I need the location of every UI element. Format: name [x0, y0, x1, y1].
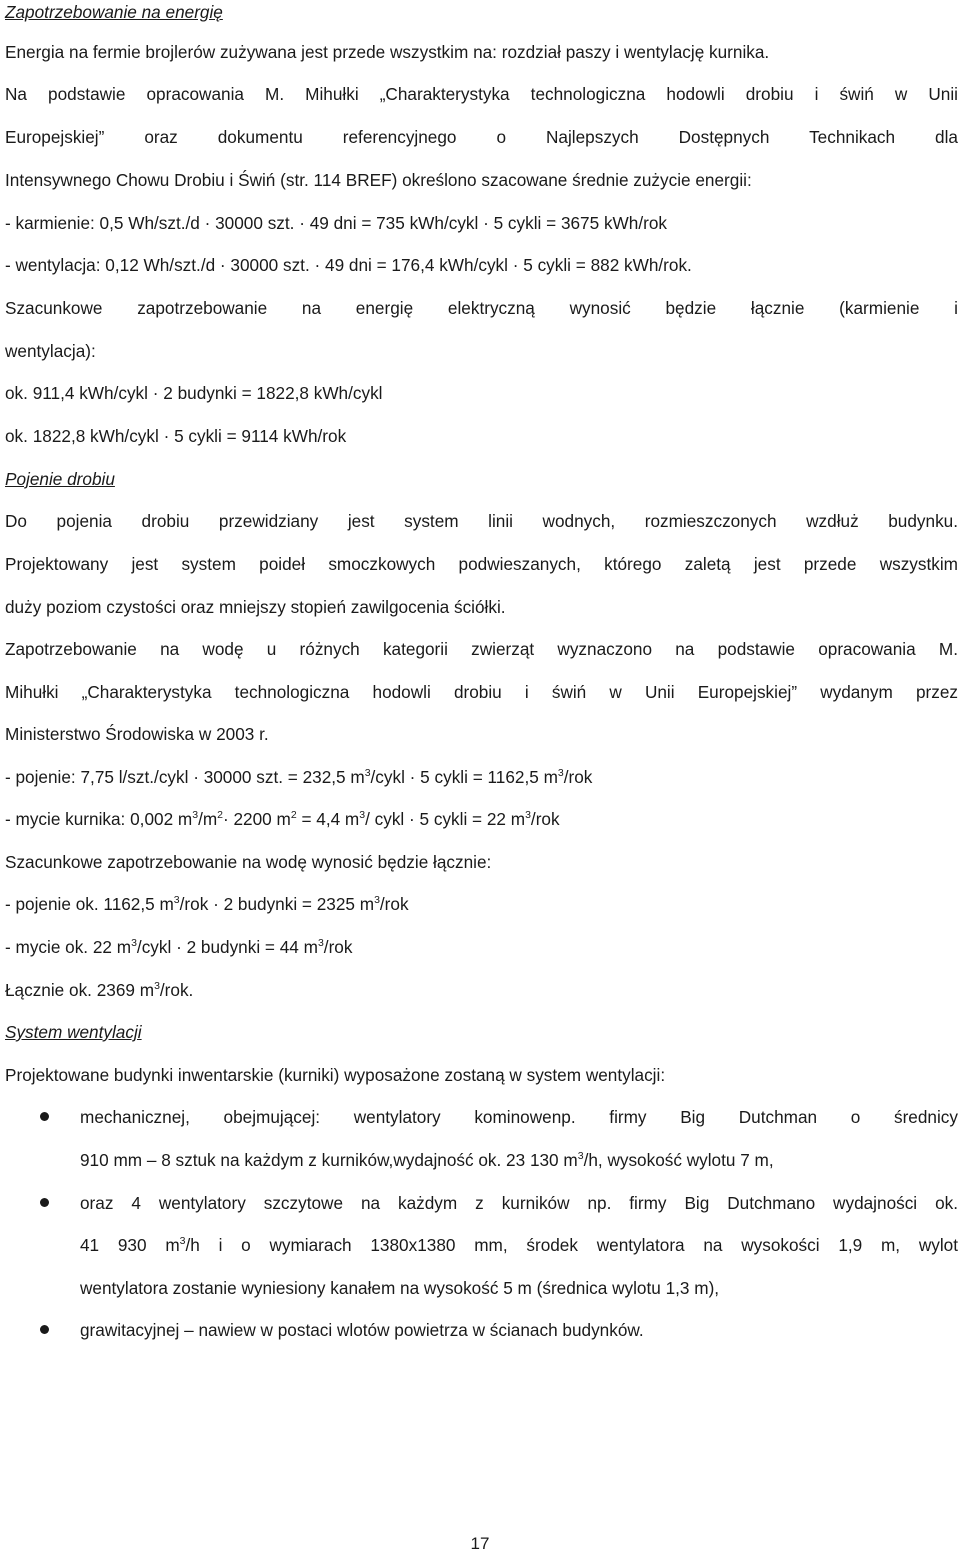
paragraph-line: Do pojenia drobiu przewidziany jest system linii wodnych, rozmieszczonych wzdłuż budynku. — [5, 511, 958, 531]
list-item-line: oraz 4 wentylatory szczytowe na każdym z kurników np. firmy Big Dutchmano wydajności ok. — [80, 1193, 958, 1213]
section-heading-water: Pojenie drobiu — [5, 469, 115, 489]
paragraph-line: Na podstawie opracowania M. Mihułki „Charakterystyka technologiczna hodowli drobiu i świń w Unii — [5, 84, 958, 104]
bullet-icon — [40, 1325, 49, 1334]
calc-line-year: ok. 1822,8 kWh/cykl · 5 cykli = 9114 kWh/rok — [5, 426, 347, 446]
calc-line-feeding: - karmienie: 0,5 Wh/szt./d · 30000 szt. · 49 dni = 735 kWh/cykl · 5 cykli = 3675 kWh/rok — [5, 213, 667, 233]
calc-line-mycie: - mycie kurnika: 0,002 $m^3/m^2\cdot 2200$ $m^2 = 4,4$ $m^3/$ cykl · 5 cykli = 22 $m^3$/rok — [5, 809, 560, 829]
summary-title: Szacunkowe zapotrzebowanie na wodę wynosić będzie łącznie: — [5, 852, 492, 872]
paragraph-line: Projektowany jest system poideł smoczkowych podwieszanych, którego zaletą jest przede wszystkim — [5, 554, 958, 574]
list-item-line: 41 930 $m^3/h$ i o wymiarach 1380x1380 mm, środek wentylatora na wysokości 1,9 m, wylot — [80, 1235, 958, 1255]
section-heading-ventilation: System wentylacji — [5, 1022, 142, 1042]
paragraph-line: Intensywnego Chowu Drobiu i Świń (str. 114 BREF) określono szacowane średnie zużycie energii: — [5, 170, 752, 190]
paragraph-line: Ministerstwo Środowiska w 2003 r. — [5, 724, 269, 744]
paragraph-line: Projektowane budynki inwentarskie (kurniki) wyposażone zostaną w system wentylacji: — [5, 1065, 666, 1085]
list-item-line: grawitacyjnej – nawiew w postaci wlotów powietrza w ścianach budynków. — [80, 1320, 644, 1340]
calc-line-ventilation: - wentylacja: 0,12 Wh/szt./d · 30000 szt. · 49 dni = 176,4 kWh/cykl · 5 cykli = 882 kWh/rok. — [5, 255, 692, 275]
calc-line-total: Łącznie ok. 2369 $m^3$/rok. — [5, 980, 194, 1000]
paragraph-line: duży poziom czystości oraz mniejszy stopień zawilgocenia ściółki. — [5, 597, 506, 617]
paragraph-line: Mihułki „Charakterystyka technologiczna hodowli drobiu i świń w Unii Europejskiej” wydanym przez — [5, 682, 958, 702]
bullet-icon — [40, 1112, 49, 1121]
list-item-line: 910 mm – 8 sztuk na każdym z kurników,wydajność ok. 23 130 $m^3/h$, wysokość wylotu 7 m, — [80, 1150, 774, 1170]
calc-line-pojenie: - pojenie: 7,75 l/szt./cykl · 30000 szt. = 232,5 $m^3$/cykl · 5 cykli = 1162,5 $m^3$/rok — [5, 767, 593, 787]
calc-line-pojenie-total: - pojenie ok. 1162,5 $m^3$/rok · 2 budynki = 2325 $m^3$/rok — [5, 894, 409, 914]
paragraph-line: Szacunkowe zapotrzebowanie na energię elektryczną wynosić będzie łącznie (karmienie i — [5, 298, 958, 318]
list-item-line: mechanicznej, obejmującej: wentylatory kominowenp. firmy Big Dutchman o średnicy — [80, 1107, 958, 1127]
calc-line-mycie-total: - mycie ok. 22 $m^3$/cykl · 2 budynki = 44 $m^3$/rok — [5, 937, 353, 957]
section-heading-energy: Zapotrzebowanie na energię — [5, 2, 223, 22]
list-item-line: wentylatora zostanie wyniesiony kanałem na wysokość 5 m (średnica wylotu 1,3 m), — [80, 1278, 720, 1298]
bullet-icon — [40, 1198, 49, 1207]
paragraph-line: Europejskiej” oraz dokumentu referencyjnego o Najlepszych Dostępnych Technikach dla — [5, 127, 958, 147]
calc-line-cycle: ok. 911,4 kWh/cykl · 2 budynki = 1822,8 kWh/cykl — [5, 383, 383, 403]
paragraph-line: Energia na fermie brojlerów zużywana jest przede wszystkim na: rozdział paszy i wentylację kurnika. — [5, 42, 770, 62]
paragraph-line: wentylacja): — [5, 341, 96, 361]
page-number: 17 — [470, 1534, 490, 1553]
paragraph-line: Zapotrzebowanie na wodę u różnych kategorii zwierząt wyznaczono na podstawie opracowania M. — [5, 639, 958, 659]
